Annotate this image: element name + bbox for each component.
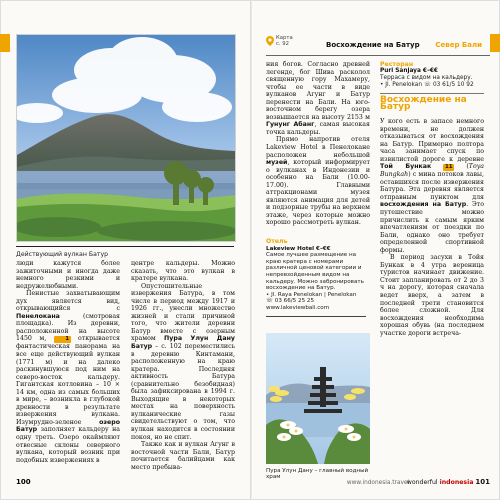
restaurant-name: Puri Sanjaya bbox=[380, 68, 421, 74]
left-col1-text-3: (смотровая площадка). Из деревни, расположенной на высоте 1450 м, bbox=[16, 312, 120, 343]
phone-icon: ☏ bbox=[266, 298, 273, 305]
museum-label: музей bbox=[266, 159, 288, 167]
hotel-website[interactable]: www.lakeviewbali.com bbox=[266, 304, 330, 311]
left-col1-text-0: люди кажутся более зажиточными и иногда даже немного резкими и недружелюбными. bbox=[16, 260, 120, 290]
footer-branding bbox=[407, 478, 490, 486]
footer-url[interactable]: www.indonesia.travel bbox=[346, 480, 410, 486]
left-col1-text-5: открывается фантастическая панорама на все еще действующий вулкан (1771 м) и на далеко раскинувшуюся под ним на северо-восток кальдеру. Гигантская котловина – 10 × 14 км, одна из самых больших в мире, – возникла в глубокой древности в результате извержения вулкана. Изумрудно-зеленое bbox=[16, 335, 120, 426]
map-label: Карта bbox=[276, 35, 293, 41]
hotel-description: Самое лучшее размещение на краю кратера с номерами различной ценовой категории и непревзойденным видом на кальдеру. Можно забронировать восхождение на Батур. bbox=[266, 252, 364, 292]
right-page-number: 101 bbox=[475, 478, 490, 486]
right-col2-text-6: ) с мина потоков лавы, оставшихся после извержения Батура. Эта деревня является отправным пунктом для bbox=[380, 171, 484, 201]
hotel-phone-line bbox=[266, 298, 366, 305]
map-page: с. 92 bbox=[276, 41, 290, 47]
toya-bungkah-label: Той Бункак bbox=[380, 163, 432, 171]
right-col1-text-3: Прямо напротив отеля Lakeview Hotel в Пенелокане расположен небольшой bbox=[266, 136, 370, 159]
restaurant-name-line bbox=[380, 68, 484, 75]
left-col2-text-0: центре кальдеры. Можно сказать, что это вулкан в кратере вулкана. bbox=[131, 260, 235, 283]
hotel-price: €–€€ bbox=[316, 245, 331, 252]
left-col1-text-7: заполняет кальдеру на одну треть. Озеро окаймляют отвесные склоны северного вулкана, который возник при подобных извержениях в bbox=[16, 426, 120, 464]
right-col2-text-9: В период засухи в Тойя Бункак в 4 утра вереница туристов начинает движение. Стоит запланировать от 2 до 3 ч на дорогу, которая сначала ведет вверх, а затем в последней трети становится более сложной. Для восхождения необходима хорошая обувь (на последнем участке дороги встреча- bbox=[380, 254, 484, 337]
right-photo-caption: Пура Улун Дану – главный водный храм bbox=[266, 468, 369, 480]
restaurant-phone: 03 61/5 10 92 bbox=[432, 82, 474, 88]
right-col1-text-2: , самая высокая точка кальдеры. bbox=[266, 121, 370, 136]
hotel-name-line bbox=[266, 246, 366, 253]
footer-brand: indonesia bbox=[439, 479, 474, 486]
right-column-2 bbox=[380, 118, 484, 337]
right-col2-text-0: У кого есть в запасе немного времени, не должен отказываться от восхождения на Батур. Примерно полтора часа занимает спуск по извилистой дороге к деревне bbox=[380, 118, 484, 163]
lake-batur-label: озеро Батур bbox=[16, 418, 120, 434]
restaurant-price: €–€€ bbox=[422, 68, 438, 74]
left-col2-text-1: Опустошительные извержения Батура, в том числе в период между 1917 и 1926 гг., унесли множество жизней и стали причиной того, что жители деревни Батур вместе с озерным храмом bbox=[131, 282, 235, 343]
left-page-tab bbox=[0, 34, 10, 52]
left-col2-text-4: Также как и вулкан Агунг в восточной части Бали, Батур почитается балийцами как место пребыва- bbox=[131, 441, 235, 471]
restaurant-divider bbox=[380, 93, 484, 94]
map-reference bbox=[276, 35, 293, 47]
left-column-2 bbox=[131, 260, 235, 471]
right-col1-text-0: ния богов. Согласно древней легенде, бог Шива расколол священную гору Махамеру, чтобы ее части в виде вулканов Агунг и Батур перенести на Бали. На юго-восточном берегу озера возвышается на высоту 2153 м bbox=[266, 61, 370, 121]
right-column-1 bbox=[266, 61, 370, 227]
bullet-icon: • bbox=[380, 82, 384, 88]
right-col2-text-8: . Это путешествие можно причислить к самым ярким впечатлениям от поездки по Бали, однако оно требует определенной спортивной формы. bbox=[380, 201, 484, 254]
map-pin-icon bbox=[266, 36, 274, 46]
restaurant-infobox bbox=[380, 61, 484, 114]
gunung-abang-label: Гунунг Абанг bbox=[266, 121, 315, 129]
volcano-illustration bbox=[17, 35, 235, 241]
left-col2-text-3: – с. 102 переместились в деревню Кинтамани, расположенную на краю кратера. Последняя активность Батура (сравнительно безобидная) была зафиксирована в 1994 г. Выходящие в некоторых местах на поверхность вулканические газы свидетельствуют о том, что вулкан находится в состоянии покоя, но не спит. bbox=[131, 343, 235, 441]
restaurant-category: Ресторан bbox=[380, 61, 414, 68]
hotel-divider bbox=[266, 316, 366, 317]
section-title: Восхождение на Батур bbox=[326, 41, 420, 49]
left-column-1 bbox=[16, 260, 120, 464]
restaurant-address: Jl. Penelokan bbox=[385, 82, 423, 88]
ascent-title: Восхождение на Батур bbox=[380, 95, 467, 112]
map-marker-1: 1 bbox=[54, 336, 71, 343]
left-col1-text-1: Пенистые захватывающим дух является вид, открывающийся с bbox=[16, 290, 120, 313]
right-col1-text-5: , который информирует о вулканах в Индонезии и особенно на Бали (10.00-17.00). Главными аттракционами музея являются анимация для детей и подзорные трубы на верхнем этаже, через которые можно хорошо рассмотреть вулкан. bbox=[266, 159, 370, 227]
right-page-tab bbox=[490, 34, 500, 52]
right-col2-text-4: ( bbox=[454, 163, 469, 171]
restaurant-description: Терраса с видом на кальдеру. bbox=[380, 75, 473, 81]
right-col2-text-2 bbox=[431, 163, 443, 170]
penelokan-label: Пенелокана bbox=[16, 312, 60, 320]
hotel-name: Lakeview Hotel bbox=[266, 245, 315, 252]
ascent-batur-label: восхождения на Батур bbox=[380, 201, 467, 209]
toya-bungkah-latin: Тоya Bungkah bbox=[380, 163, 484, 179]
map-marker-11: 11 bbox=[444, 164, 453, 171]
hotel-infobox bbox=[266, 239, 366, 317]
bullet-icon: • bbox=[266, 291, 270, 298]
phone-icon: ☏ bbox=[423, 82, 432, 88]
volcano-photo bbox=[16, 34, 236, 242]
book-gutter bbox=[250, 0, 252, 500]
pura-ulun-danu-batur-label: Пура Улун Дану Батур bbox=[131, 335, 235, 351]
hotel-category: Отель bbox=[266, 238, 288, 245]
temple-photo bbox=[266, 333, 370, 464]
restaurant-contact-line bbox=[380, 82, 484, 89]
temple-illustration bbox=[266, 333, 370, 464]
hotel-phone: 03 66/5 25 25 bbox=[274, 298, 315, 305]
left-page-number: 100 bbox=[16, 478, 31, 486]
right-page-header bbox=[266, 35, 490, 56]
hotel-address: Jl. Raya Penelokan | Penelokan bbox=[271, 291, 357, 298]
area-title: Север Бали bbox=[435, 41, 482, 49]
left-photo-caption: Действующий вулкан Батур bbox=[16, 246, 234, 258]
footer-brand-prefix: wonderful bbox=[406, 479, 438, 486]
